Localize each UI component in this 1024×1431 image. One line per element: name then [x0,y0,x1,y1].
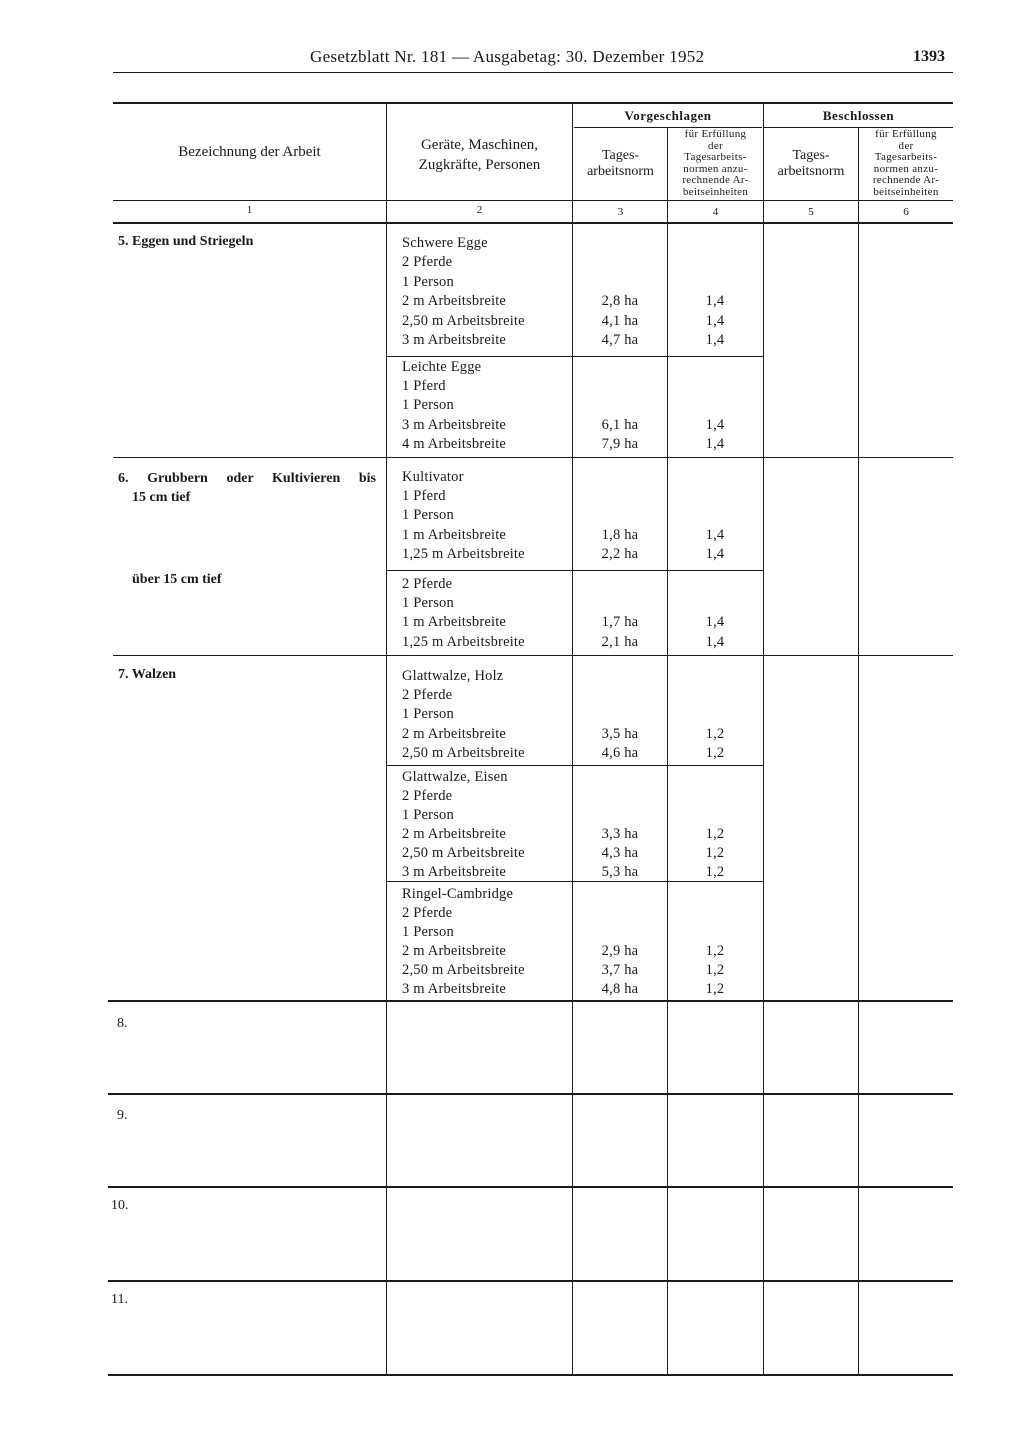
daily-norm-value: 3,3 ha [601,826,639,842]
empty-row-label: 10. [111,1198,129,1213]
work-units-value: 1,2 [705,726,725,742]
header-col3-line1: Tages- [601,148,640,163]
daily-norm-value: 2,8 ha [601,293,639,309]
equipment-line: 1 Person [402,807,454,823]
daily-norm-value: 3,7 ha [601,962,639,978]
equipment-line: 2,50 m Arbeitsbreite [402,845,525,861]
daily-norm-value: 1,7 ha [601,614,639,630]
empty-row-label: 9. [117,1108,128,1123]
equipment-line: 3 m Arbeitsbreite [402,332,507,348]
empty-row-label: 8. [117,1016,128,1031]
daily-norm-value: 6,1 ha [601,417,639,433]
header-col6-line: der [898,139,914,152]
equipment-line: Leichte Egge [402,359,482,375]
equipment-line: 3 m Arbeitsbreite [402,864,507,880]
equipment-line: 2 Pferde [402,788,453,804]
col-divider-4 [763,104,764,1374]
work-units-value: 1,4 [705,417,725,433]
work-units-value: 1,4 [705,332,725,348]
header-col4-line: rechnende Ar- [682,174,749,186]
section-rule-8 [108,1093,953,1095]
section-label-7: 7. Walzen [118,667,177,682]
equipment-line: Kultivator [402,469,464,485]
column-number: 2 [476,204,483,216]
daily-norm-value: 4,6 ha [601,745,639,761]
equipment-line: 1,25 m Arbeitsbreite [402,634,525,650]
header-col1-label: Bezeichnung der Arbeit [178,144,321,160]
section-rule-5 [113,457,953,458]
page-number: 1393 [913,48,945,65]
column-number: 1 [246,204,253,216]
work-units-value: 1,2 [705,962,725,978]
equipment-line: Schwere Egge [402,235,488,251]
header-col6 [859,129,953,198]
table-top-rule [113,102,953,104]
block-rule [386,881,764,882]
col-divider-2 [572,104,573,1374]
header-col1 [113,143,386,161]
equipment-line: 2,50 m Arbeitsbreite [402,745,525,761]
header-col4-line: der [708,139,723,152]
equipment-line: 2,50 m Arbeitsbreite [402,313,525,329]
equipment-line: 2 m Arbeitsbreite [402,943,507,959]
equipment-line: 3 m Arbeitsbreite [402,981,507,997]
work-units-value: 1,2 [705,981,725,997]
work-units-value: 1,4 [705,436,725,452]
equipment-line: 1 m Arbeitsbreite [402,614,507,630]
equipment-line: 2 Pferde [402,905,453,921]
table-bottom-rule [108,1374,953,1376]
empty-row-label: 11. [111,1292,128,1307]
work-units-value: 1,4 [705,527,725,543]
equipment-line: Ringel-Cambridge [402,886,514,902]
header-col4-line: für Erfüllung [684,128,747,140]
header-col6-line: für Erfüllung [875,128,937,140]
section-rule-7 [108,1000,953,1002]
header-group-decided: Beschlossen [822,108,895,123]
col-divider-5 [858,128,859,1374]
header-col2-line2: Zugkräfte, Personen [418,157,541,173]
daily-norm-value: 5,3 ha [601,864,639,880]
equipment-line: 2 m Arbeitsbreite [402,293,507,309]
work-units-value: 1,4 [705,614,725,630]
page-header: Gesetzblatt Nr. 181 — Ausgabetag: 30. Dezember 1952 [310,47,705,66]
equipment-line: 1,25 m Arbeitsbreite [402,546,525,562]
work-units-value: 1,2 [705,864,725,880]
header-col4 [668,129,763,198]
section-label-6-line1: 6. Grubbern oder Kultivieren bis [118,471,376,486]
header-col6-line: normen anzu- [873,162,939,175]
equipment-line: 2 m Arbeitsbreite [402,726,507,742]
block-rule [386,765,764,766]
equipment-line: 1 Person [402,706,454,722]
block-rule [386,570,764,571]
equipment-line: 1 Pferd [402,488,446,504]
daily-norm-value: 3,5 ha [601,726,639,742]
header-col3-line2: arbeitsnorm [587,164,654,179]
equipment-line: 2,50 m Arbeitsbreite [402,962,525,978]
daily-norm-value: 7,9 ha [601,436,639,452]
section-rule-9 [108,1186,953,1188]
daily-norm-value: 4,3 ha [601,845,639,861]
header-bottom-rule [113,200,953,201]
equipment-line: 1 Person [402,397,454,413]
daily-norm-value: 2,2 ha [601,546,639,562]
section-label-6-line2: 15 cm tief [132,490,191,505]
header-group-proposed: Vorgeschlagen [624,108,712,123]
section-rule-6 [113,655,953,656]
header-col5-line1: Tages- [792,148,830,163]
daily-norm-value: 4,7 ha [601,332,639,348]
header-col4-line: normen anzu- [683,162,748,175]
equipment-line: 2 Pferde [402,687,453,703]
header-col6-line: Tagesarbeits- [874,151,938,163]
work-units-value: 1,2 [705,826,725,842]
header-col2 [387,135,572,175]
daily-norm-value: 2,1 ha [601,634,639,650]
header-col5 [764,148,858,180]
work-units-value: 1,4 [705,313,725,329]
column-number: 4 [712,206,719,218]
number-row-bottom-rule [113,222,953,224]
column-number: 5 [808,206,814,218]
equipment-line: 3 m Arbeitsbreite [402,417,507,433]
equipment-line: 1 Person [402,274,454,290]
equipment-line: 2 Pferde [402,576,453,592]
header-col2-line1: Geräte, Maschinen, [420,137,539,153]
daily-norm-value: 1,8 ha [601,527,639,543]
work-units-value: 1,4 [705,546,725,562]
equipment-line: Glattwalze, Holz [402,668,504,684]
section-sublabel-6: über 15 cm tief [132,572,222,587]
work-units-value: 1,2 [705,943,725,959]
work-units-value: 1,4 [705,634,725,650]
header-col6-line: rechnende Ar- [872,174,940,186]
section-rule-10 [108,1280,953,1282]
daily-norm-value: 4,8 ha [601,981,639,997]
equipment-line: Glattwalze, Eisen [402,769,508,785]
block-rule [386,356,764,357]
daily-norm-value: 4,1 ha [601,313,639,329]
section-label-6 [118,469,376,507]
work-units-value: 1,2 [705,845,725,861]
column-number: 6 [903,206,909,218]
equipment-line: 1 Person [402,507,454,523]
header-rule [113,72,953,73]
equipment-line: 1 Person [402,595,454,611]
header-col5-line2: arbeitsnorm [777,164,845,179]
header-col6-line: beitseinheiten [873,185,939,198]
work-units-value: 1,2 [705,745,725,761]
header-col3 [574,148,667,180]
col-divider-1 [386,104,387,1374]
equipment-line: 1 Pferd [402,378,446,394]
daily-norm-value: 2,9 ha [601,943,639,959]
header-col4-line: beitseinheiten [682,185,749,198]
equipment-line: 1 Person [402,924,454,940]
equipment-line: 1 m Arbeitsbreite [402,527,507,543]
equipment-line: 2 m Arbeitsbreite [402,826,507,842]
header-col4-line: Tagesarbeits- [684,151,747,163]
column-number: 3 [617,206,624,218]
equipment-line: 4 m Arbeitsbreite [402,436,507,452]
equipment-line: 2 Pferde [402,254,453,270]
work-units-value: 1,4 [705,293,725,309]
section-label-5: 5. Eggen und Striegeln [118,234,254,249]
